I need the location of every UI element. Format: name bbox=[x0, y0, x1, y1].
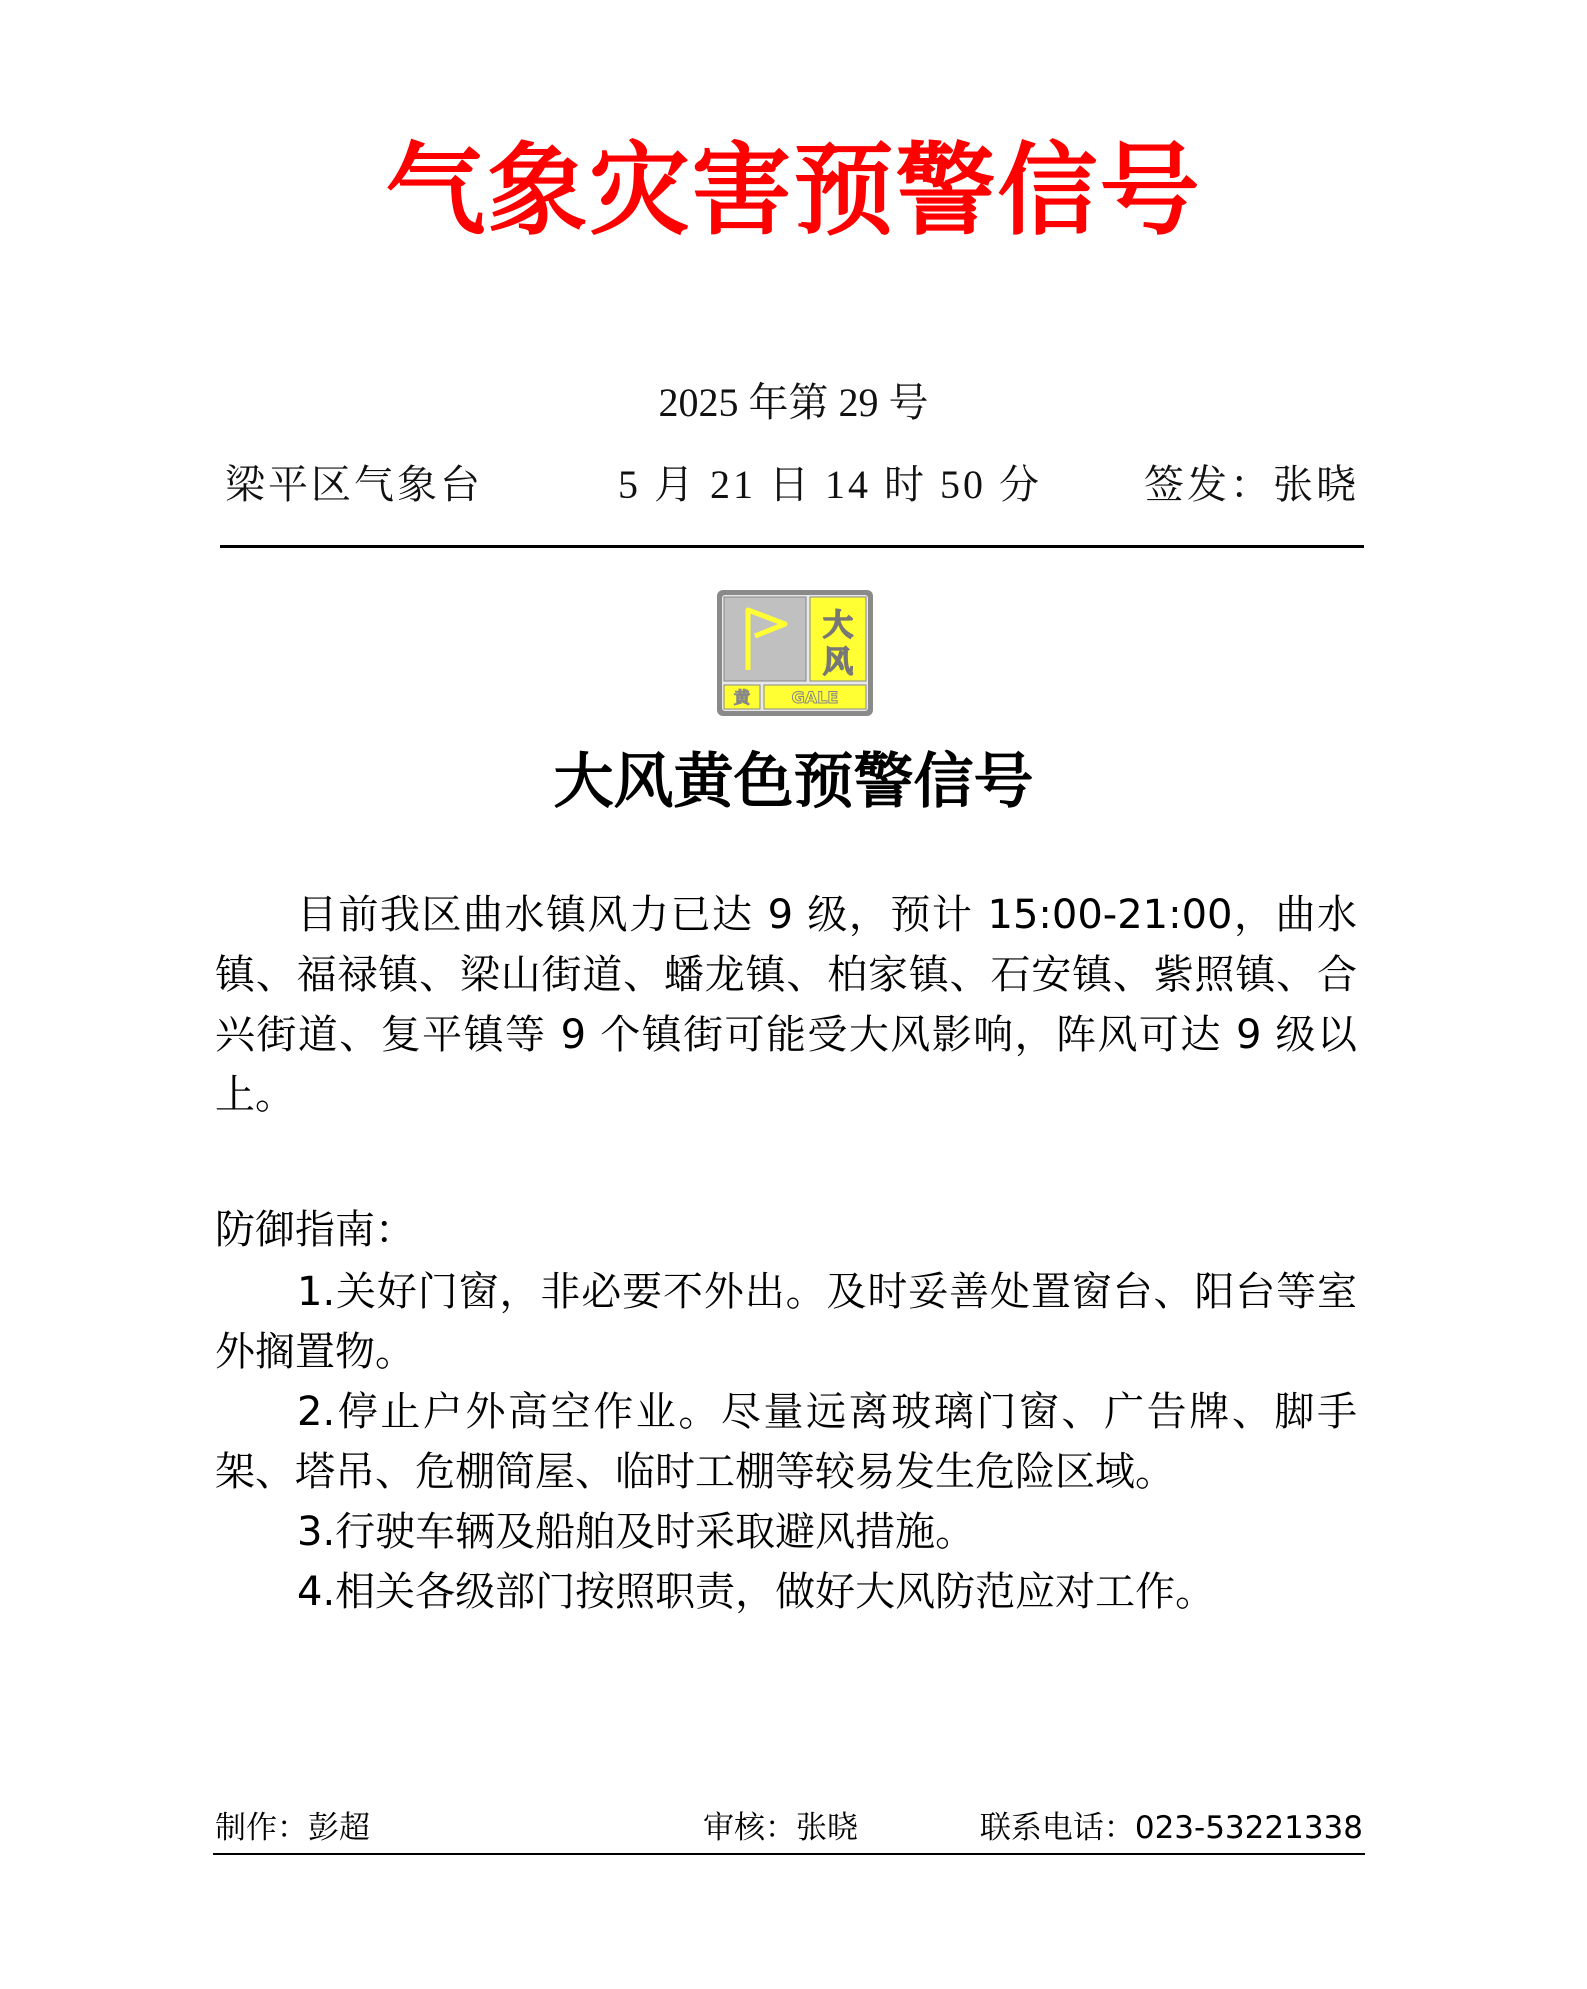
signal-title: 大风黄色预警信号 bbox=[553, 747, 1034, 817]
icon-small-char: 黄 bbox=[733, 688, 751, 707]
issue-number: 2025 年第 29 号 bbox=[658, 380, 929, 425]
icon-char-top: 大 bbox=[823, 608, 853, 643]
guide-heading: 防御指南： bbox=[215, 1207, 415, 1253]
issuing-office: 梁平区气象台 bbox=[225, 462, 483, 507]
footer-divider bbox=[213, 1853, 1365, 1855]
gale-yellow-warning-icon bbox=[715, 588, 875, 718]
guide-item: 2.停止户外高空作业。尽量远离玻璃门窗、广告牌、脚手架、塔吊、危棚简屋、临时工棚等较易发生危险区域。 bbox=[215, 1389, 1357, 1495]
icon-char-bottom: 风 bbox=[823, 645, 853, 680]
document-title: 气象灾害预警信号 bbox=[385, 131, 1202, 249]
issue-time: 5 月 21 日 14 时 50 分 bbox=[618, 462, 1042, 507]
guide-list bbox=[215, 1262, 1357, 1622]
guide-item: 4.相关各级部门按照职责，做好大风防范应对工作。 bbox=[297, 1569, 1216, 1615]
guide-item: 1.关好门窗，非必要不外出。及时妥善处置窗台、阳台等室外搁置物。 bbox=[215, 1269, 1357, 1375]
guide-item: 3.行驶车辆及船舶及时采取避风措施。 bbox=[297, 1509, 976, 1555]
footer-maker: 制作：彭超 bbox=[215, 1810, 370, 1846]
header-divider bbox=[220, 545, 1364, 548]
footer-contact: 联系电话：023-53221338 bbox=[979, 1810, 1363, 1846]
warning-paragraph: 目前我区曲水镇风力已达 9 级，预计 15:00-21:00，曲水镇、福禄镇、梁山街道、蟠龙镇、柏家镇、石安镇、紫照镇、合兴街道、复平镇等 9 个镇街可能受大风影响，阵风可达 9 级以上。 bbox=[215, 892, 1357, 1118]
icon-grey-panel bbox=[724, 597, 806, 681]
footer-reviewer: 审核：张晓 bbox=[703, 1810, 858, 1846]
icon-gale-text: GALE bbox=[791, 688, 839, 707]
issuer: 签发：张晓 bbox=[1144, 462, 1359, 507]
